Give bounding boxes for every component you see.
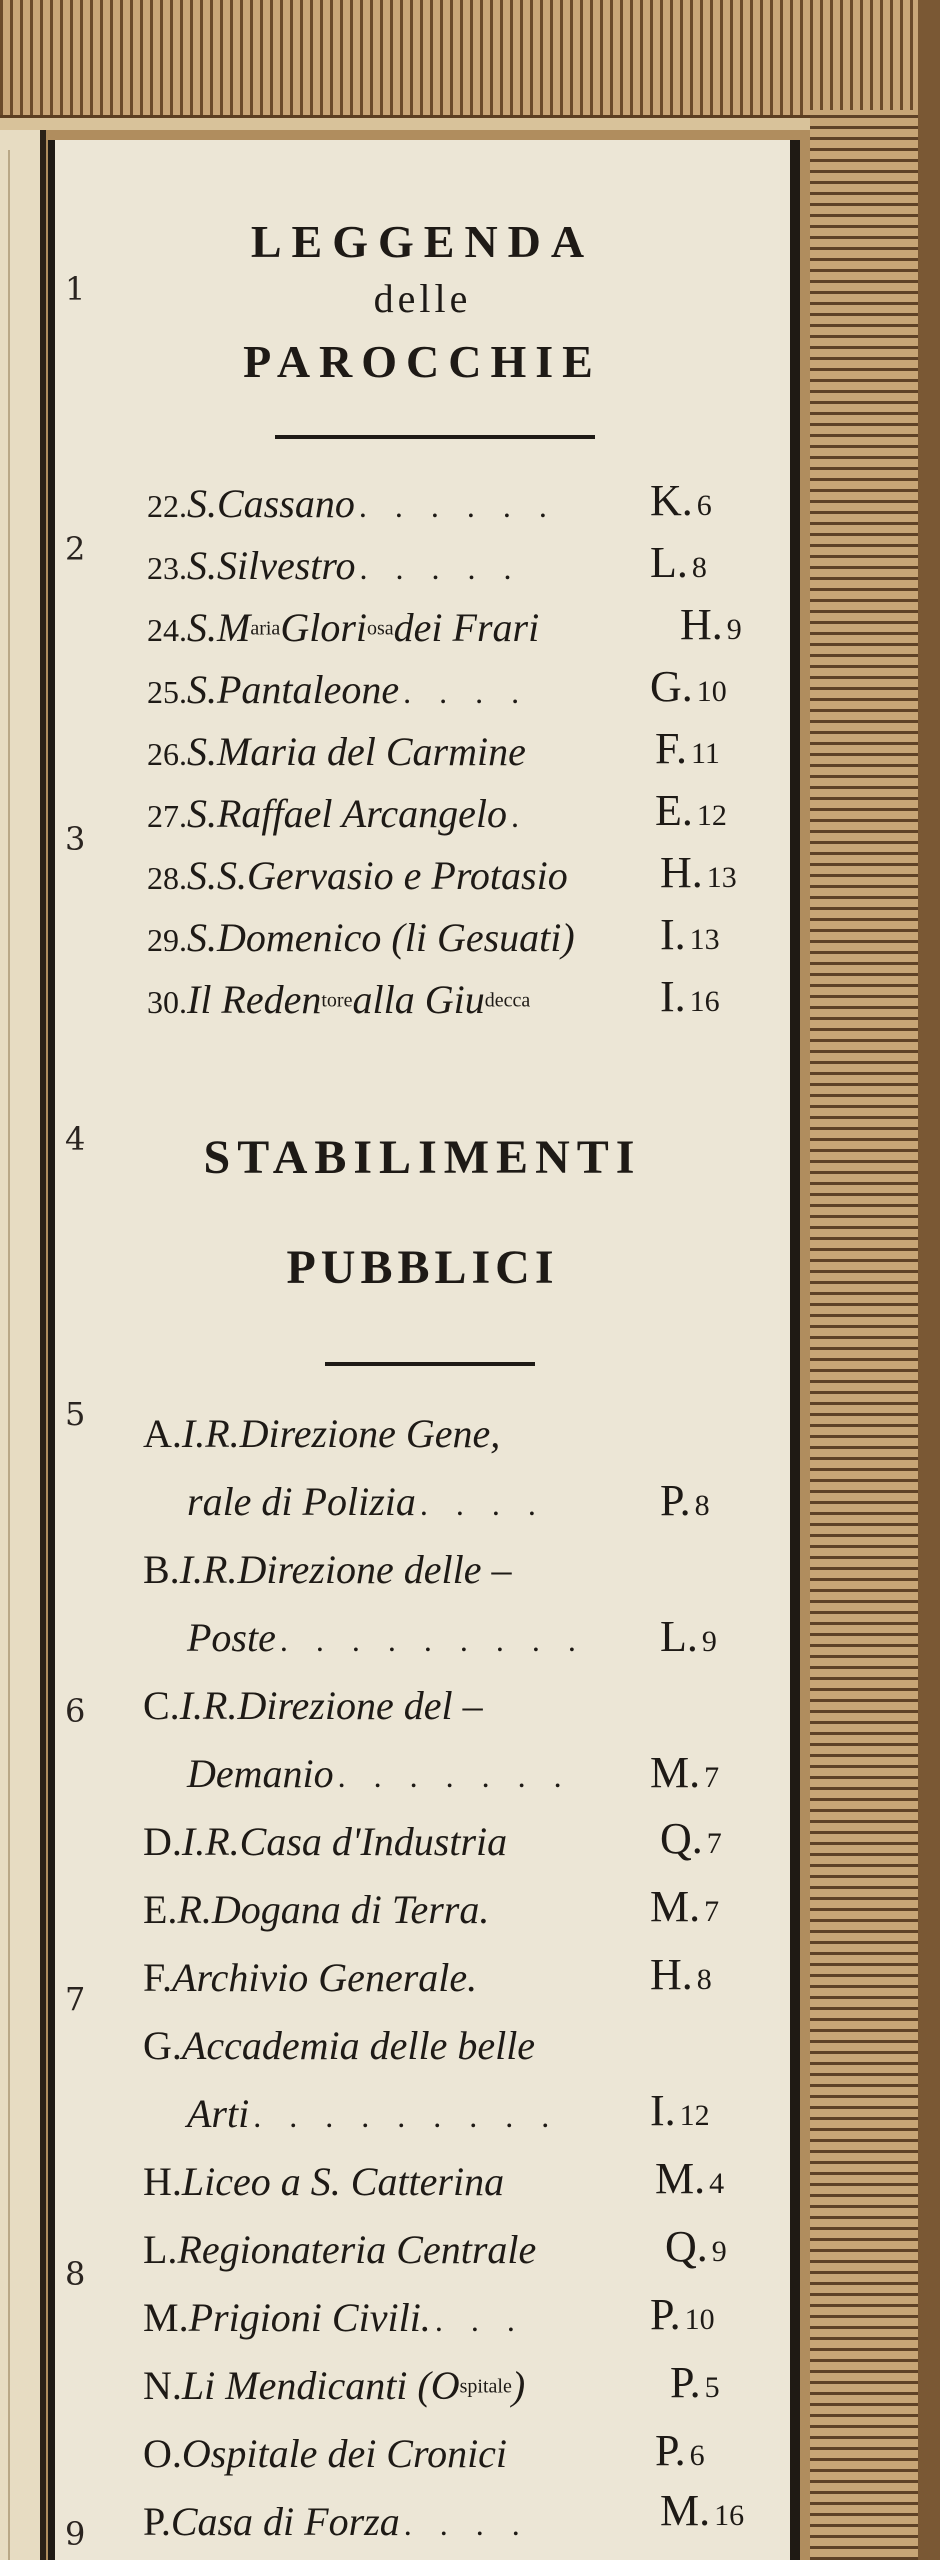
parish-ref: I. 13 [660,910,720,959]
frame-right-edge [918,0,940,2560]
establishment-entry: O.Ospitale dei Cronici [143,2431,508,2476]
establishment-entry-cont: Arti . . . . . . . . . [187,2091,560,2136]
establishment-ref: M. 16 [660,2486,745,2535]
establishment-ref: P. 10 [650,2290,715,2339]
parish-entry: 23.S.Silvestro . . . . . [147,543,522,588]
parish-ref: K. 6 [650,476,712,525]
parish-entry: 28.S.S.Gervasio e Protasio [147,853,568,898]
establishment-entry: E.R.Dogana di Terra. [143,1887,490,1932]
establishment-ref: H. 8 [650,1950,712,1999]
parish-entry: 29.S.Domenico (li Gesuati) [147,915,575,960]
margin-number: 5 [65,1395,86,1433]
establishment-ref: Q. 9 [665,2222,727,2271]
establishment-ref: P. 8 [660,1476,710,1525]
establishment-ref: M. 4 [655,2154,725,2203]
establishment-ref: I. 12 [650,2086,710,2135]
establishment-ref: L. 9 [660,1612,717,1661]
establishment-entry-cont: Poste . . . . . . . . . [187,1615,586,1660]
establishment-entry: C.I.R.Direzione del – [143,1683,483,1728]
parish-ref: H. 13 [660,848,737,897]
establishment-entry: P.Casa di Forza . . . . [143,2499,530,2544]
parish-ref: H. 9 [680,600,742,649]
legend-title-sub: delle [373,276,472,321]
establishment-entry: M.Prigioni Civili. . . . [143,2295,525,2340]
parish-entry: 22.S.Cassano . . . . . . [147,481,557,526]
parish-ref: L. 8 [650,538,707,587]
establishment-entry-cont: rale di Polizia . . . . [187,1479,546,1524]
establishment-ref: P. 6 [655,2426,705,2475]
title-rule [275,435,595,439]
establishment-ref: P. 5 [670,2358,720,2407]
parish-entry: 30.Il Redentorealla Giudecca [147,977,531,1022]
establishment-ref: M. 7 [650,1882,720,1931]
establishment-entry: L.Regionateria Centrale [143,2227,537,2272]
legend-title-parishes: PAROCCHIE [243,336,602,387]
legend-panel [48,140,800,2560]
margin-number: 3 [65,820,86,858]
establishment-entry: A.I.R.Direzione Gene, [143,1411,501,1456]
parish-entry: 27.S.Raffael Arcangelo . [147,791,529,836]
margin-number: 4 [65,1120,86,1158]
establishment-entry: D.I.R.Casa d'Industria [143,1819,508,1864]
map-edge-strip [0,130,46,2560]
margin-number: 2 [65,530,86,568]
establishment-entry-cont: Demanio . . . . . . . [187,1751,572,1796]
parish-entry: 25.S.Pantaleone . . . . [147,667,530,712]
establishment-ref: M. 7 [650,1748,720,1797]
section-rule [325,1362,535,1366]
margin-number: 7 [65,1980,86,2018]
establishment-entry: H.Liceo a S. Catterina [143,2159,505,2204]
margin-number: 1 [65,270,86,308]
margin-number: 9 [65,2515,86,2553]
margin-number: 6 [65,1692,86,1730]
parish-ref: E. 12 [655,786,727,835]
establishment-entry: B.I.R.Direzione delle – [143,1547,512,1592]
legend-title: LEGGENDA [250,216,595,267]
parish-ref: G. 10 [650,662,727,711]
section-title-sub: PUBBLICI [286,1241,559,1294]
establishment-entry: N.Li Mendicanti (Ospitale) [143,2363,526,2408]
margin-number: 8 [65,2255,86,2293]
parish-ref: F. 11 [655,724,720,773]
parish-entry: 26.S.Maria del Carmine [147,729,526,774]
establishment-entry: F.Archivio Generale. [143,1955,478,2000]
parish-ref: I. 16 [660,972,720,1021]
frame-top-border [0,0,940,130]
parish-entry: 24.S.MariaGloriosadei Frari [147,605,540,650]
establishment-entry: G.Accademia delle belle [143,2023,536,2068]
establishment-ref: Q. 7 [660,1814,722,1863]
section-title: STABILIMENTI [203,1131,642,1184]
